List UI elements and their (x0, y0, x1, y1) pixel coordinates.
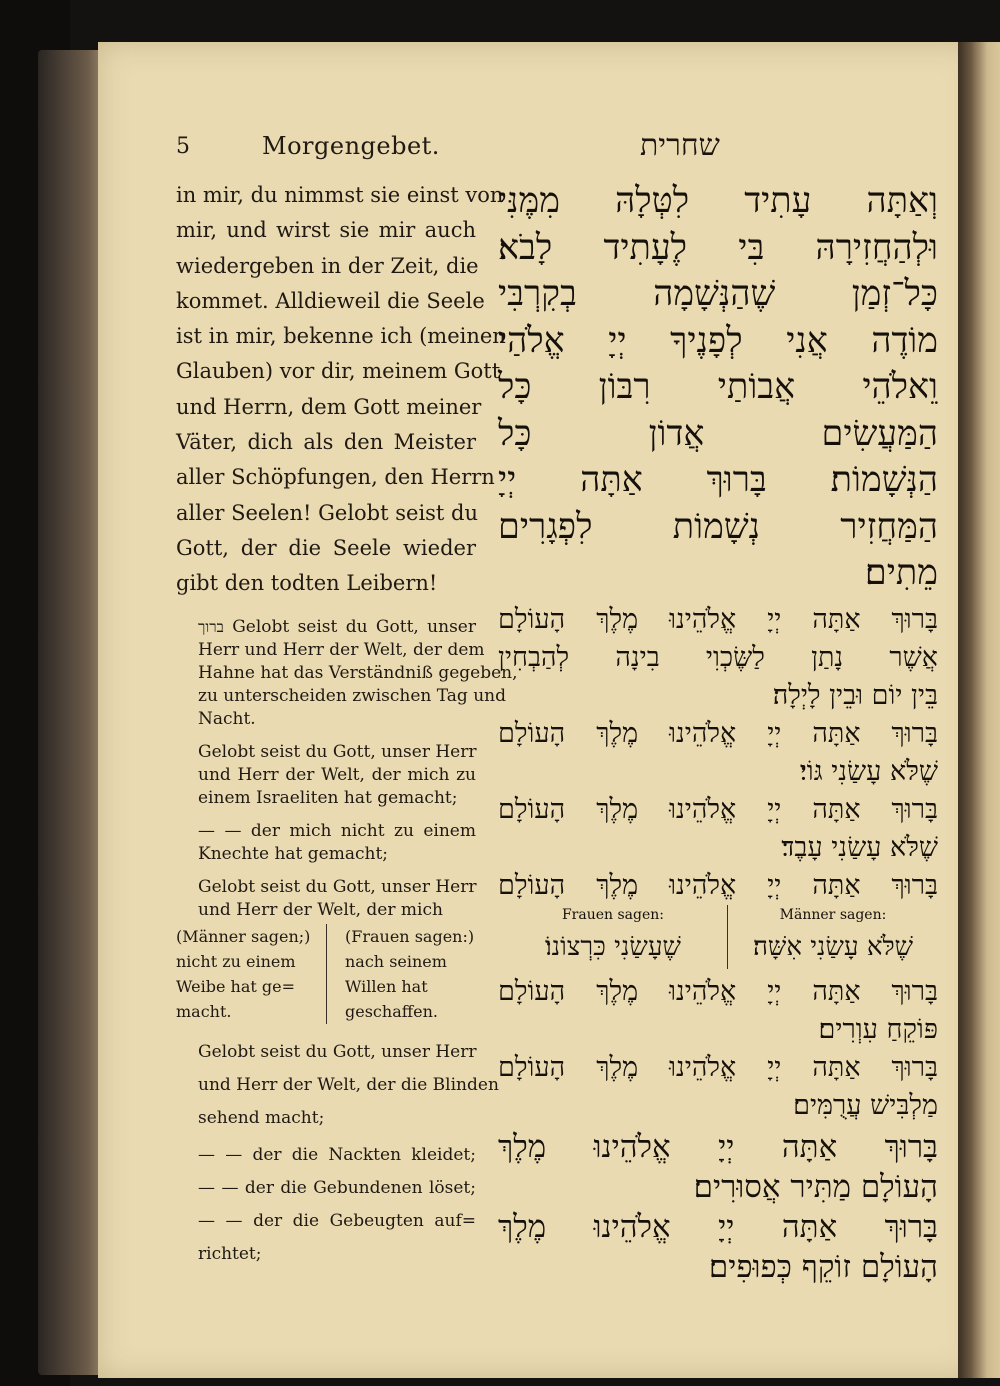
text-line: שֶׁלֹּא עָשַׂנִי עָבֶד׃ (781, 831, 938, 863)
text-line: sehend macht; (198, 1107, 325, 1128)
blessing-rooster (176, 616, 518, 731)
hebrew-elohai-neshama (498, 178, 938, 597)
text-line: בָּרוּךְ אַתָּה יְיָ אֱלֹהֵינוּ מֶלֶךְ (498, 1208, 938, 1245)
page-stack-edge (38, 50, 100, 1375)
text-line: — — der mich nicht zu einem (198, 820, 476, 841)
women-label: Frauen sagen: (561, 906, 665, 923)
text-line: gibt den todten Leibern! (176, 571, 438, 596)
text-line: Knechte hat gemacht; (198, 843, 389, 864)
text-line: בָּרוּךְ אַתָּה יְיָ אֱלֹהֵינוּ מֶלֶךְ הָעוֹלָם (498, 717, 938, 749)
text-line: richtet; (198, 1243, 262, 1264)
text-line: אֲשֶׁר נָתַן לַשֶּׂכְוִי בִינָה לְהַבְחִין (498, 641, 938, 673)
hebrew-blessings-1 (498, 601, 938, 905)
hebrew-blessings-3 (498, 1127, 938, 1287)
text-line: geschaffen. (345, 1001, 438, 1021)
text-line: הַנְּשָׁמוֹת׃ בָּרוּךְ אַתָּה יְיָ (498, 460, 938, 500)
hebrew-men-column (727, 905, 938, 969)
women-text: שֶׁעָשַׂנִי כִּרְצוֹנוֹ׃ (545, 931, 681, 962)
text-line: nach seinem (345, 951, 447, 971)
text-line: Gelobt seist du Gott, unser Herr (198, 1041, 477, 1062)
text-line: wiedergeben in der Zeit, die (176, 253, 479, 278)
blessing-blind (176, 1036, 499, 1135)
text-line: בֵּין יוֹם וּבֵין לָיְלָה׃ (772, 679, 938, 711)
text-line: ist in mir, bekenne ich (meinen (176, 324, 506, 349)
running-title-hebrew: שחרית (640, 128, 720, 163)
text-line: וֵאלֹהֵי אֲבוֹתַי רִבּוֹן כָּל (498, 367, 938, 407)
hebrew-column (498, 178, 938, 1287)
text-line: (Männer sagen;) (176, 926, 311, 946)
blessing-bowed (176, 1205, 476, 1271)
text-line: macht. (176, 1001, 232, 1021)
german-column (176, 178, 518, 1271)
text-line: הַמַּעֲשִׂים אֲדוֹן כָּל (498, 413, 938, 454)
text-line: וְאַתָּה עָתִיד לִטְּלָהּ מִמֶּנִּי (498, 181, 938, 221)
german-main-paragraph (176, 178, 506, 602)
text-line: Herr und Herr der Welt, der dem (198, 639, 485, 660)
text-line: בָּרוּךְ אַתָּה יְיָ אֱלֹהֵינוּ מֶלֶךְ הָעוֹלָם (498, 793, 938, 825)
text-line: kommet. Alldieweil die Seele (176, 288, 485, 313)
text-line: בָּרוּךְ אַתָּה יְיָ אֱלֹהֵינוּ מֶלֶךְ הָעוֹלָם (498, 869, 938, 901)
text-line: הָעוֹלָם זוֹקֵף כְּפוּפִים׃ (708, 1248, 938, 1285)
women-column (327, 924, 474, 1024)
text-line: (Frauen sagen:) (345, 926, 475, 946)
text-line: Glauben) vor dir, meinem Gott (176, 359, 501, 384)
men-text: שֶׁלֹּא עָשַׂנִי אִשָּׁה׃ (752, 931, 914, 962)
text-line: וּלְהַחֲזִירָהּ בִּי לֶעָתִיד לָבֹא׃ (498, 227, 938, 268)
text-line: Nacht. (198, 708, 256, 729)
running-title-german: Morgengebet. (262, 132, 440, 160)
text-line: und Herr der Welt, der mich (198, 899, 443, 920)
text-line: und Herrn, dem Gott meiner (176, 394, 482, 419)
text-line: בָּרוּךְ אַתָּה יְיָ אֱלֹהֵינוּ מֶלֶךְ הָעוֹלָם (498, 975, 938, 1007)
text-line: Weibe hat ge= (176, 976, 295, 996)
text-line: — — der die Nackten kleidet; (198, 1144, 476, 1165)
german-blessings (176, 616, 518, 1271)
men-women-split (176, 924, 476, 1024)
men-column (176, 924, 327, 1024)
text-line: בָּרוּךְ אַתָּה יְיָ אֱלֹהֵינוּ מֶלֶךְ הָעוֹלָם (498, 1051, 938, 1083)
text-line: aller Seelen! Gelobt seist du (176, 500, 479, 525)
text-line: in mir, du nimmst sie einst von (176, 183, 504, 207)
text-line: בָּרוּךְ אַתָּה יְיָ אֱלֹהֵינוּ מֶלֶךְ (498, 1128, 938, 1165)
hebrew-women-column (499, 905, 727, 969)
blessing-naked (176, 1139, 476, 1172)
text-line: שֶׁלֹּא עָשַׂנִי גּוֹי׃ (799, 755, 938, 787)
text-line: nicht zu einem (176, 951, 296, 971)
page-number: 5 (176, 134, 190, 159)
text-line: Väter, dich als den Meister (176, 430, 476, 455)
text-line: mir, und wirst sie mir auch (176, 218, 476, 243)
text-line: כָּל־זְמַן שֶׁהַנְּשָׁמָה בְקִרְבִּי (498, 274, 938, 314)
text-line: einem Israeliten hat gemacht; (198, 787, 458, 808)
text-line: בָּרוּךְ אַתָּה יְיָ אֱלֹהֵינוּ מֶלֶךְ הָעוֹלָם (498, 603, 938, 635)
text-line: und Herr der Welt, der mich zu (198, 764, 476, 785)
text-line: und Herr der Welt, der die Blinden (198, 1074, 499, 1095)
blessing-woman-intro (176, 876, 476, 922)
text-line: Hahne hat das Verständniß gegeben, (198, 662, 518, 683)
men-label: Männer sagen: (779, 906, 887, 923)
text-line: הַמַּחֲזִיר נְשָׁמוֹת לִפְגָרִים (498, 506, 938, 547)
text-line: מוֹדֶה אֲנִי לְפָנֶיךָ יְיָ אֱלֹהַי (498, 320, 938, 361)
hebrew-blessings-2 (498, 973, 938, 1125)
blessing-israelite (176, 741, 476, 810)
book-gutter (958, 42, 1000, 1378)
text-line: Gelobt seist du Gott, unser (232, 616, 476, 637)
text-line: Gelobt seist du Gott, unser Herr (198, 876, 477, 897)
text-line: פּוֹקֵחַ עִוְרִים׃ (818, 1013, 938, 1045)
text-line: Gelobt seist du Gott, unser Herr (198, 741, 477, 762)
hebrew-men-women-split (498, 905, 938, 969)
text-line: zu unterscheiden zwischen Tag und (198, 685, 506, 706)
text-line: — — der die Gebundenen löset; (198, 1177, 476, 1198)
text-line: הָעוֹלָם מַתִּיר אֲסוּרִים׃ (693, 1168, 938, 1205)
text-line: aller Schöpfungen, den Herrn (176, 465, 495, 490)
text-line: — — der die Gebeugten auf= (198, 1210, 476, 1231)
blessing-bound (176, 1172, 476, 1205)
blessing-servant (176, 820, 476, 866)
hebrew-catchword: ברוך (198, 617, 224, 636)
text-line: Willen hat (345, 976, 428, 996)
text-line: Gott, der die Seele wieder (176, 535, 476, 560)
text-line: מֵתִים׃ (864, 553, 938, 593)
text-line: מַלְבִּישׁ עֲרֻמִּים׃ (793, 1089, 938, 1121)
